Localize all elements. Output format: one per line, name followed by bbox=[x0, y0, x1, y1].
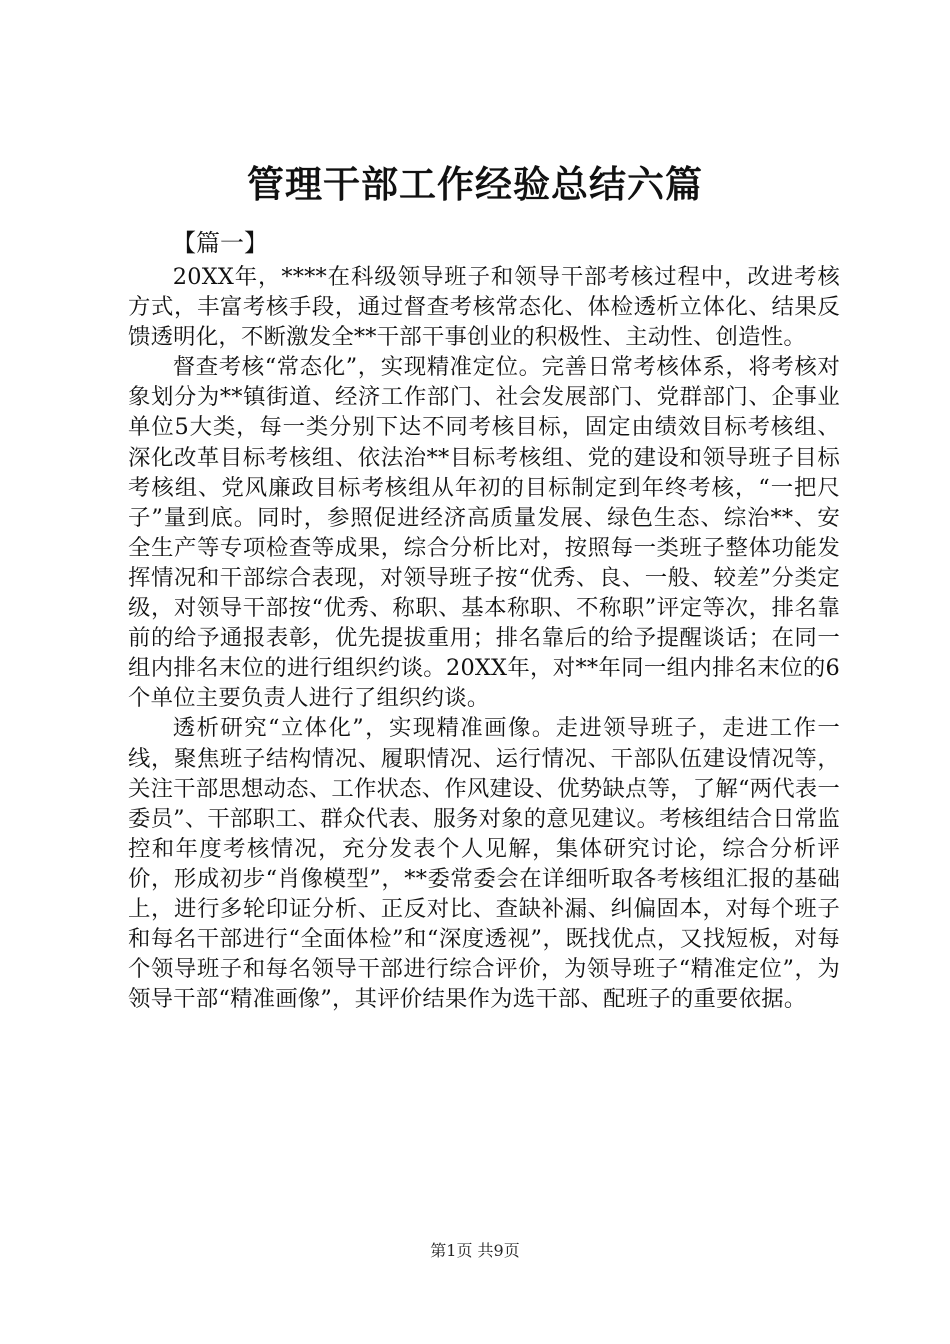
section-label: 【篇一】 bbox=[172, 229, 268, 257]
document-body bbox=[128, 228, 840, 1014]
paragraph-analysis: 透析研究“立体化”，实现精准画像。走进领导班子，走进工作一线，聚焦班子结构情况、履职情况、运行情况、干部队伍建设情况等，关注干部思想动态、工作状态、作风建设、优势缺点等，了解“两代表一委员”、干部职工、群众代表、服务对象的意见建议。考核组结合日常监控和年度考核情况，充分发表个人见解，集体研究讨论，综合分析评价，形成初步“肖像模型”，**委常委会在详细听取各考核组汇报的基础上，进行多轮印证分析、正反对比、查缺补漏、纠偏固本，对每个班子和每名干部进行“全面体检”和“深度透视”，既找优点，又找短板，对每个领导班子和每名领导干部进行综合评价，为领导班子“精准定位”，为领导干部“精准画像”，其评价结果作为选干部、配班子的重要依据。 bbox=[128, 715, 840, 1013]
page-number-footer: 第1页 共9页 bbox=[430, 1241, 520, 1260]
paragraph-supervision: 督查考核“常态化”，实现精准定位。完善日常考核体系，将考核对象划分为**镇街道、经济工作部门、社会发展部门、党群部门、企事业单位5大类，每一类分别下达不同考核目标，固定由绩效目标考核组、深化改革目标考核组、依法治**目标考核组、党的建设和领导班子目标考核组、党风廉政目标考核组从年初的目标制定到年终考核，“一把尺子”量到底。同时，参照促进经济高质量发展、绿色生态、综治**、安全生产等专项检查等成果，综合分析比对，按照每一类班子整体功能发挥情况和干部综合表现，对领导班子按“优秀、良、一般、较差”分类定级，对领导干部按“优秀、称职、基本称职、不称职”评定等次，排名靠前的给予通报表彰，优先提拔重用；排名靠后的给予提醒谈话；在同一组内排名末位的进行组织约谈。20XX年，对**年同一组内排名末位的6个单位主要负责人进行了组织约谈。 bbox=[128, 354, 840, 712]
document-title: 管理干部工作经验总结六篇 bbox=[247, 162, 703, 206]
paragraph-intro: 20XX年，****在科级领导班子和领导干部考核过程中，改进考核方式，丰富考核手段，通过督查考核常态化、体检透析立体化、结果反馈透明化，不断激发全**干部干事创业的积极性、主动性、创造性。 bbox=[128, 264, 840, 351]
